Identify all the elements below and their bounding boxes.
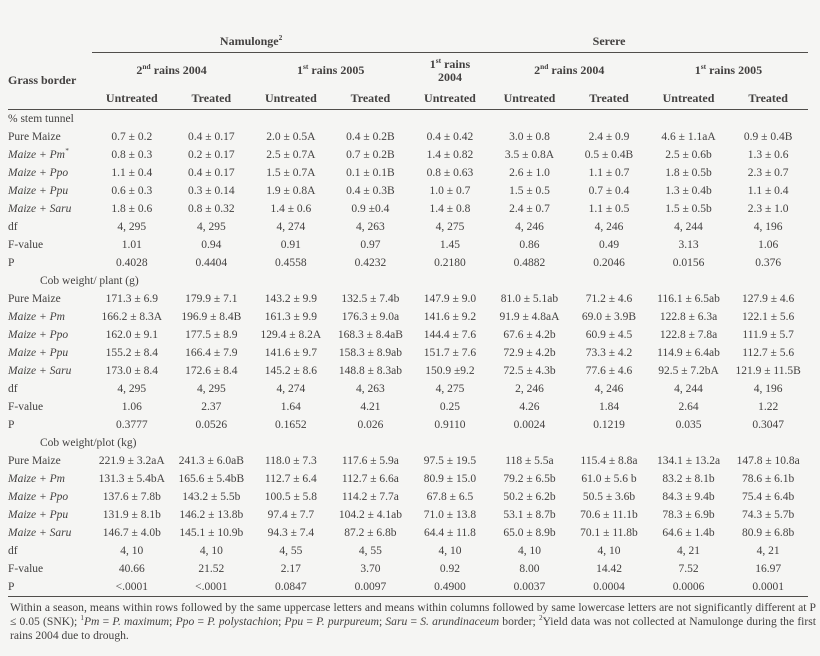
cell-value: 72.5 ± 4.3b bbox=[503, 364, 556, 377]
cell-value: 4, 10 bbox=[597, 544, 621, 557]
cell-value: 0.4 ± 0.2B bbox=[346, 130, 395, 143]
cell-value: 2.5 ± 0.6b bbox=[665, 148, 712, 161]
table-row bbox=[8, 488, 808, 506]
table-row bbox=[8, 200, 808, 218]
cell-value: 0.8 ± 0.32 bbox=[188, 202, 235, 215]
section-title: Cob weight/ plant (g) bbox=[40, 274, 139, 287]
cell-value: 0.0037 bbox=[513, 580, 546, 593]
row-label: P bbox=[8, 418, 15, 431]
cell-value: 143.2 ± 9.9 bbox=[264, 292, 318, 305]
cell-value: 122.8 ± 6.3a bbox=[659, 310, 718, 323]
cell-value: 0.1219 bbox=[593, 418, 625, 431]
cell-value: 0.4 ± 0.17 bbox=[188, 130, 235, 143]
cell-value: 141.6 ± 9.7 bbox=[264, 346, 318, 359]
cell-value: 0.4 ± 0.3B bbox=[346, 184, 395, 197]
cell-value: 1.01 bbox=[121, 238, 142, 251]
cell-value: 0.0847 bbox=[275, 580, 307, 593]
cell-value: 112.7 ± 6.4 bbox=[264, 472, 317, 485]
cell-value: 1.84 bbox=[598, 400, 620, 413]
row-label: P bbox=[8, 580, 15, 593]
cell-value: 0.4 ± 0.42 bbox=[426, 130, 474, 143]
treatment-header: Treated bbox=[331, 89, 411, 110]
row-label: F-value bbox=[8, 562, 44, 575]
cell-value: 172.6 ± 8.4 bbox=[185, 364, 238, 377]
cell-value: 117.6 ± 5.9a bbox=[341, 454, 399, 467]
table-row bbox=[8, 470, 808, 488]
cell-value: 177.5 ± 8.9 bbox=[185, 328, 238, 341]
cell-value: 145.2 ± 8.6 bbox=[264, 364, 318, 377]
cell-value: 4, 10 bbox=[517, 544, 541, 557]
cell-value: 60.9 ± 4.5 bbox=[585, 328, 633, 341]
cell-value: 148.8 ± 8.3ab bbox=[338, 364, 402, 377]
cell-value: 83.2 ± 8.1b bbox=[662, 472, 715, 485]
cell-value: 4, 274 bbox=[276, 220, 306, 233]
cell-value: 78.6 ± 6.1b bbox=[741, 472, 795, 485]
cell-value: 4, 55 bbox=[279, 544, 303, 557]
cell-value: 75.4 ± 6.4b bbox=[741, 490, 795, 503]
cell-value: 79.2 ± 6.5b bbox=[503, 472, 556, 485]
cell-value: 1.0 ± 0.7 bbox=[429, 184, 471, 197]
cell-value: 176.3 ± 9.0a bbox=[341, 310, 400, 323]
cell-value: 112.7 ± 6.6a bbox=[341, 472, 399, 485]
cell-value: 143.2 ± 5.5b bbox=[182, 490, 241, 503]
site-header-serere: Serere bbox=[410, 32, 808, 53]
table-row bbox=[8, 416, 808, 434]
table-row bbox=[8, 164, 808, 182]
cell-value: 221.9 ± 3.2aA bbox=[98, 454, 165, 467]
row-label: Pure Maize bbox=[8, 454, 61, 467]
cell-value: 1.4 ± 0.82 bbox=[426, 148, 474, 161]
row-label: df bbox=[8, 382, 18, 395]
row-label: df bbox=[8, 544, 18, 557]
cell-value: 0.4882 bbox=[513, 256, 546, 269]
section-header-row bbox=[8, 434, 808, 452]
cell-value: 2.3 ± 1.0 bbox=[747, 202, 789, 215]
cell-value: 70.1 ± 11.8b bbox=[580, 526, 638, 539]
row-label: Maize + Ppu bbox=[8, 508, 69, 521]
cell-value: 64.6 ± 1.4b bbox=[662, 526, 715, 539]
row-label: Maize + Saru bbox=[8, 202, 72, 215]
section-title: % stem tunnel bbox=[8, 112, 74, 125]
cell-value: 4, 196 bbox=[753, 382, 783, 395]
cell-value: 40.66 bbox=[118, 562, 145, 575]
cell-value: 114.2 ± 7.7a bbox=[341, 490, 399, 503]
cell-value: 1.1 ± 0.5 bbox=[588, 202, 630, 215]
cell-value: 1.8 ± 0.5b bbox=[665, 166, 712, 179]
cell-value: 0.5 ± 0.4B bbox=[584, 148, 634, 161]
row-label: Maize + Pm* bbox=[8, 146, 69, 161]
cell-value: 1.9 ± 0.8A bbox=[266, 184, 316, 197]
cell-value: 4, 275 bbox=[435, 220, 465, 233]
treatment-header: Untreated bbox=[649, 89, 729, 110]
cell-value: 0.7 ± 0.2 bbox=[111, 130, 153, 143]
cell-value: 116.1 ± 6.5ab bbox=[657, 292, 720, 305]
cell-value: 3.70 bbox=[360, 562, 381, 575]
cell-value: 0.035 bbox=[675, 418, 702, 431]
table-row bbox=[8, 362, 808, 380]
cell-value: 0.94 bbox=[201, 238, 222, 251]
cell-value: 7.52 bbox=[678, 562, 699, 575]
cell-value: 0.4900 bbox=[434, 580, 466, 593]
table-row bbox=[8, 218, 808, 236]
cell-value: 146.7 ± 4.0b bbox=[102, 526, 161, 539]
cell-value: 4, 21 bbox=[756, 544, 780, 557]
cell-value: 100.5 ± 5.8 bbox=[264, 490, 318, 503]
treatment-header: Treated bbox=[728, 89, 808, 110]
cell-value: 1.22 bbox=[758, 400, 779, 413]
cell-value: 84.3 ± 9.4b bbox=[662, 490, 715, 503]
cell-value: 196.9 ± 8.4B bbox=[181, 310, 242, 323]
cell-value: 155.2 ± 8.4 bbox=[105, 346, 158, 359]
cell-value: 64.4 ± 11.8 bbox=[423, 526, 476, 539]
cell-value: 118 ± 5.5a bbox=[505, 454, 554, 467]
table-row bbox=[8, 290, 808, 308]
cell-value: 4, 295 bbox=[117, 382, 147, 395]
cell-value: 162.0 ± 9.1 bbox=[105, 328, 158, 341]
cell-value: 2.5 ± 0.7A bbox=[266, 148, 316, 161]
cell-value: 0.3777 bbox=[115, 418, 148, 431]
cell-value: 2.6 ± 1.0 bbox=[509, 166, 550, 179]
cell-value: 151.7 ± 7.6 bbox=[423, 346, 477, 359]
cell-value: <.0001 bbox=[115, 580, 148, 593]
corner-spacer bbox=[8, 32, 92, 53]
cell-value: 87.2 ± 6.8b bbox=[344, 526, 397, 539]
table-row bbox=[8, 254, 808, 272]
cell-value: 70.6 ± 11.1b bbox=[580, 508, 638, 521]
cell-value: 0.8 ± 0.3 bbox=[111, 148, 153, 161]
cell-value: 1.3 ± 0.6 bbox=[747, 148, 789, 161]
table-row bbox=[8, 308, 808, 326]
cell-value: 4, 295 bbox=[117, 220, 147, 233]
treatment-header-row bbox=[8, 89, 808, 110]
cell-value: 134.1 ± 13.2a bbox=[656, 454, 721, 467]
cell-value: 77.6 ± 4.6 bbox=[585, 364, 633, 377]
cell-value: 0.4028 bbox=[115, 256, 148, 269]
cell-value: 104.2 ± 4.1ab bbox=[338, 508, 402, 521]
cell-value: 97.4 ± 7.7 bbox=[267, 508, 315, 521]
table-header bbox=[8, 32, 808, 110]
cell-value: 158.3 ± 8.9ab bbox=[338, 346, 402, 359]
cell-value: 111.9 ± 5.7 bbox=[742, 328, 794, 341]
cell-value: 80.9 ± 15.0 bbox=[423, 472, 477, 485]
cell-value: 0.4558 bbox=[275, 256, 307, 269]
cell-value: 115.4 ± 8.8a bbox=[580, 454, 638, 467]
cell-value: 4.26 bbox=[519, 400, 540, 413]
cell-value: 1.1 ± 0.4 bbox=[747, 184, 789, 197]
row-label: Maize + Ppu bbox=[8, 184, 69, 197]
table-row bbox=[8, 560, 808, 578]
cell-value: 0.97 bbox=[360, 238, 381, 251]
section-header-row bbox=[8, 272, 808, 290]
cell-value: 94.3 ± 7.4 bbox=[267, 526, 315, 539]
cell-value: 0.026 bbox=[357, 418, 384, 431]
cell-value: 1.1 ± 0.7 bbox=[588, 166, 630, 179]
cell-value: 92.5 ± 7.2bA bbox=[658, 364, 719, 377]
cell-value: 145.1 ± 10.9b bbox=[179, 526, 244, 539]
cell-value: 141.6 ± 9.2 bbox=[423, 310, 477, 323]
table-row bbox=[8, 344, 808, 362]
cell-value: 0.7 ± 0.2B bbox=[346, 148, 395, 161]
row-label: Maize + Pm bbox=[8, 472, 65, 485]
cell-value: 1.5 ± 0.7A bbox=[266, 166, 316, 179]
table-row bbox=[8, 182, 808, 200]
cell-value: 4, 21 bbox=[677, 544, 701, 557]
site-header-namulonge: Namulonge$^2$ bbox=[92, 32, 410, 53]
cell-value: 4, 10 bbox=[199, 544, 223, 557]
row-label: Maize + Ppu bbox=[8, 346, 69, 359]
cell-value: 0.9110 bbox=[434, 418, 466, 431]
treatment-header: Treated bbox=[172, 89, 252, 110]
cell-value: 4, 295 bbox=[196, 382, 226, 395]
cell-value: 4, 275 bbox=[435, 382, 465, 395]
row-label: P bbox=[8, 256, 15, 269]
cell-value: 0.0526 bbox=[195, 418, 228, 431]
cell-value: 2, 246 bbox=[515, 382, 544, 395]
table-row bbox=[8, 506, 808, 524]
treatment-header: Untreated bbox=[410, 89, 490, 110]
row-label: F-value bbox=[8, 400, 44, 413]
cell-value: 112.7 ± 5.6 bbox=[742, 346, 795, 359]
cell-value: 50.5 ± 3.6b bbox=[582, 490, 636, 503]
cell-value: 0.91 bbox=[280, 238, 301, 251]
cell-value: 147.9 ± 9.0 bbox=[423, 292, 477, 305]
cell-value: 0.2046 bbox=[593, 256, 625, 269]
cell-value: 144.4 ± 7.6 bbox=[423, 328, 477, 341]
cell-value: 0.4 ± 0.17 bbox=[188, 166, 235, 179]
table-body bbox=[8, 110, 808, 597]
treatment-header: Untreated bbox=[92, 89, 172, 110]
cell-value: 3.13 bbox=[678, 238, 699, 251]
cell-value: 161.3 ± 9.9 bbox=[264, 310, 318, 323]
section-title: Cob weight/plot (kg) bbox=[40, 436, 137, 449]
cell-value: 166.4 ± 7.9 bbox=[185, 346, 238, 359]
row-label: Maize + Saru bbox=[8, 364, 72, 377]
cell-value: 0.9 ±0.4 bbox=[351, 202, 390, 215]
cell-value: 0.86 bbox=[519, 238, 540, 251]
table-row bbox=[8, 542, 808, 560]
cell-value: 0.9 ± 0.4B bbox=[743, 130, 793, 143]
cell-value: 1.4 ± 0.6 bbox=[270, 202, 312, 215]
cell-value: 0.6 ± 0.3 bbox=[111, 184, 153, 197]
cell-value: 1.06 bbox=[121, 400, 142, 413]
row-label: Maize + Ppo bbox=[8, 490, 69, 503]
cell-value: 4, 244 bbox=[674, 382, 703, 395]
cell-value: 0.49 bbox=[598, 238, 620, 251]
cell-value: 97.5 ± 19.5 bbox=[423, 454, 477, 467]
cell-value: 127.9 ± 4.6 bbox=[741, 292, 795, 305]
cell-value: 1.1 ± 0.4 bbox=[111, 166, 153, 179]
cell-value: 129.4 ± 8.2A bbox=[260, 328, 322, 341]
cell-value: 0.1 ± 0.1B bbox=[346, 166, 395, 179]
cell-value: 0.3047 bbox=[752, 418, 784, 431]
table-row bbox=[8, 578, 808, 597]
cell-value: 171.3 ± 6.9 bbox=[105, 292, 158, 305]
cell-value: 179.9 ± 7.1 bbox=[185, 292, 238, 305]
cell-value: 74.3 ± 5.7b bbox=[741, 508, 795, 521]
cell-value: 114.9 ± 6.4ab bbox=[657, 346, 720, 359]
cell-value: 0.7 ± 0.4 bbox=[588, 184, 630, 197]
cell-value: 73.3 ± 4.2 bbox=[585, 346, 633, 359]
cell-value: 71.0 ± 13.8 bbox=[423, 508, 477, 521]
cell-value: 0.2180 bbox=[434, 256, 466, 269]
cell-value: 3.0 ± 0.8 bbox=[509, 130, 550, 143]
cell-value: 4, 263 bbox=[356, 220, 385, 233]
cell-value: 2.17 bbox=[280, 562, 301, 575]
cell-value: 131.9 ± 8.1b bbox=[102, 508, 161, 521]
cell-value: 1.5 ± 0.5b bbox=[665, 202, 712, 215]
cell-value: 71.2 ± 4.6 bbox=[585, 292, 633, 305]
cell-value: 4, 263 bbox=[356, 382, 385, 395]
cell-value: 50.2 ± 6.2b bbox=[503, 490, 556, 503]
cell-value: 0.3 ± 0.14 bbox=[188, 184, 235, 197]
cell-value: 122.1 ± 5.6 bbox=[741, 310, 795, 323]
cell-value: 80.9 ± 6.8b bbox=[741, 526, 795, 539]
cell-value: 53.1 ± 8.7b bbox=[503, 508, 556, 521]
cell-value: 1.64 bbox=[280, 400, 301, 413]
cell-value: 16.97 bbox=[755, 562, 782, 575]
cell-value: 4, 196 bbox=[753, 220, 783, 233]
treatment-header: Treated bbox=[569, 89, 649, 110]
table-footnote: Within a season, means within rows followed by the same uppercase letters and means within columns followed by same lowercase letters are not significantly different at P ≤ 0.05 (SNK); $^1$Pm = P. maximum; Ppo = P. polystachion; Ppu = P. purpureum; Saru = S. arundinaceum border; $^2$Yield data was not collected at Namulonge during the first rains 2004 due to drough. bbox=[10, 601, 816, 643]
cell-value: 122.8 ± 7.8a bbox=[659, 328, 718, 341]
cell-value: 4, 274 bbox=[276, 382, 306, 395]
cell-value: 4, 295 bbox=[196, 220, 226, 233]
cell-value: 0.25 bbox=[439, 400, 460, 413]
season-header-row bbox=[8, 53, 808, 90]
season-header: 1st rains 2005 bbox=[296, 62, 365, 78]
cell-value: 0.0097 bbox=[354, 580, 387, 593]
row-label: Pure Maize bbox=[8, 130, 61, 143]
cell-value: 78.3 ± 6.9b bbox=[662, 508, 715, 521]
cell-value: 2.3 ± 0.7 bbox=[747, 166, 789, 179]
cell-value: 0.0006 bbox=[672, 580, 705, 593]
cell-value: 0.8 ± 0.63 bbox=[426, 166, 474, 179]
cell-value: 1.45 bbox=[439, 238, 460, 251]
cell-value: 3.5 ± 0.8A bbox=[504, 148, 555, 161]
cell-value: 4, 244 bbox=[674, 220, 703, 233]
cell-value: 8.00 bbox=[519, 562, 540, 575]
cell-value: 121.9 ± 11.5B bbox=[735, 364, 801, 377]
cell-value: 67.6 ± 4.2b bbox=[503, 328, 556, 341]
cell-value: 4.21 bbox=[360, 400, 381, 413]
cell-value: 4, 55 bbox=[358, 544, 382, 557]
cell-value: 65.0 ± 8.9b bbox=[503, 526, 556, 539]
row-label: F-value bbox=[8, 238, 44, 251]
section-header-row bbox=[8, 110, 808, 129]
cell-value: 0.2 ± 0.17 bbox=[188, 148, 235, 161]
cell-value: 4, 10 bbox=[438, 544, 462, 557]
cell-value: 0.376 bbox=[755, 256, 782, 269]
cell-value: 4, 246 bbox=[515, 220, 544, 233]
row-label: Maize + Ppo bbox=[8, 328, 69, 341]
cell-value: 166.2 ± 8.3A bbox=[101, 310, 163, 323]
cell-value: 1.3 ± 0.4b bbox=[665, 184, 712, 197]
cell-value: 4, 246 bbox=[594, 382, 624, 395]
cell-value: 150.9 ±9.2 bbox=[425, 364, 475, 377]
cell-value: 2.4 ± 0.9 bbox=[588, 130, 630, 143]
cell-value: 168.3 ± 8.4aB bbox=[337, 328, 403, 341]
cell-value: 165.6 ± 5.4bB bbox=[178, 472, 245, 485]
row-label: Maize + Ppo bbox=[8, 166, 69, 179]
results-table bbox=[8, 32, 808, 597]
row-label: df bbox=[8, 220, 18, 233]
treatment-header: Untreated bbox=[251, 89, 331, 110]
cell-value: 2.0 ± 0.5A bbox=[266, 130, 316, 143]
cell-value: 118.0 ± 7.3 bbox=[264, 454, 317, 467]
season-header: 2nd rains 2004 bbox=[534, 62, 605, 78]
table-row bbox=[8, 146, 808, 164]
table-row bbox=[8, 524, 808, 542]
cell-value: 131.3 ± 5.4bA bbox=[98, 472, 165, 485]
row-label: Maize + Saru bbox=[8, 526, 72, 539]
cell-value: 173.0 ± 8.4 bbox=[105, 364, 158, 377]
cell-value: 2.4 ± 0.7 bbox=[509, 202, 550, 215]
cell-value: 91.9 ± 4.8aA bbox=[499, 310, 560, 323]
table-row bbox=[8, 380, 808, 398]
table-row bbox=[8, 236, 808, 254]
cell-value: 14.42 bbox=[596, 562, 622, 575]
cell-value: 61.0 ± 5.6 b bbox=[581, 472, 637, 485]
treatment-header: Untreated bbox=[490, 89, 570, 110]
cell-value: 1.8 ± 0.6 bbox=[111, 202, 153, 215]
cell-value: 0.4232 bbox=[354, 256, 387, 269]
cell-value: <.0001 bbox=[195, 580, 228, 593]
cell-value: 0.92 bbox=[439, 562, 460, 575]
season-header: 1st rains 2005 bbox=[694, 62, 763, 78]
cell-value: 1.4 ± 0.8 bbox=[429, 202, 471, 215]
cell-value: 132.5 ± 7.4b bbox=[341, 292, 400, 305]
table-row bbox=[8, 398, 808, 416]
grass-border-label: Grass border bbox=[8, 53, 92, 110]
cell-value: 1.06 bbox=[758, 238, 779, 251]
cell-value: 4.6 ± 1.1aA bbox=[661, 130, 716, 143]
cell-value: 0.4404 bbox=[195, 256, 228, 269]
site-header-row bbox=[8, 32, 808, 53]
cell-value: 81.0 ± 5.1ab bbox=[500, 292, 559, 305]
cell-value: 69.0 ± 3.9B bbox=[581, 310, 637, 323]
cell-value: 137.6 ± 7.8b bbox=[102, 490, 161, 503]
cell-value: 2.37 bbox=[201, 400, 222, 413]
row-label: Pure Maize bbox=[8, 292, 61, 305]
cell-value: 72.9 ± 4.2b bbox=[503, 346, 556, 359]
row-label: Maize + Pm bbox=[8, 310, 65, 323]
cell-value: 241.3 ± 6.0aB bbox=[178, 454, 244, 467]
season-header: 2nd rains 2004 bbox=[136, 62, 207, 78]
cell-value: 1.5 ± 0.5 bbox=[509, 184, 550, 197]
cell-value: 2.64 bbox=[678, 400, 699, 413]
cell-value: 0.0001 bbox=[752, 580, 784, 593]
cell-value: 0.0004 bbox=[593, 580, 625, 593]
table-row bbox=[8, 128, 808, 146]
cell-value: 0.0024 bbox=[513, 418, 546, 431]
table-row bbox=[8, 326, 808, 344]
cell-value: 0.1652 bbox=[275, 418, 307, 431]
cell-value: 146.2 ± 13.8b bbox=[179, 508, 244, 521]
cell-value: 0.0156 bbox=[672, 256, 705, 269]
cell-value: 4, 246 bbox=[594, 220, 624, 233]
table-row bbox=[8, 452, 808, 470]
cell-value: 147.8 ± 10.8a bbox=[736, 454, 800, 467]
cell-value: 4, 10 bbox=[120, 544, 144, 557]
cell-value: 21.52 bbox=[198, 562, 225, 575]
season-header: 1st rains 2004 bbox=[429, 55, 471, 84]
cell-value: 67.8 ± 6.5 bbox=[426, 490, 474, 503]
